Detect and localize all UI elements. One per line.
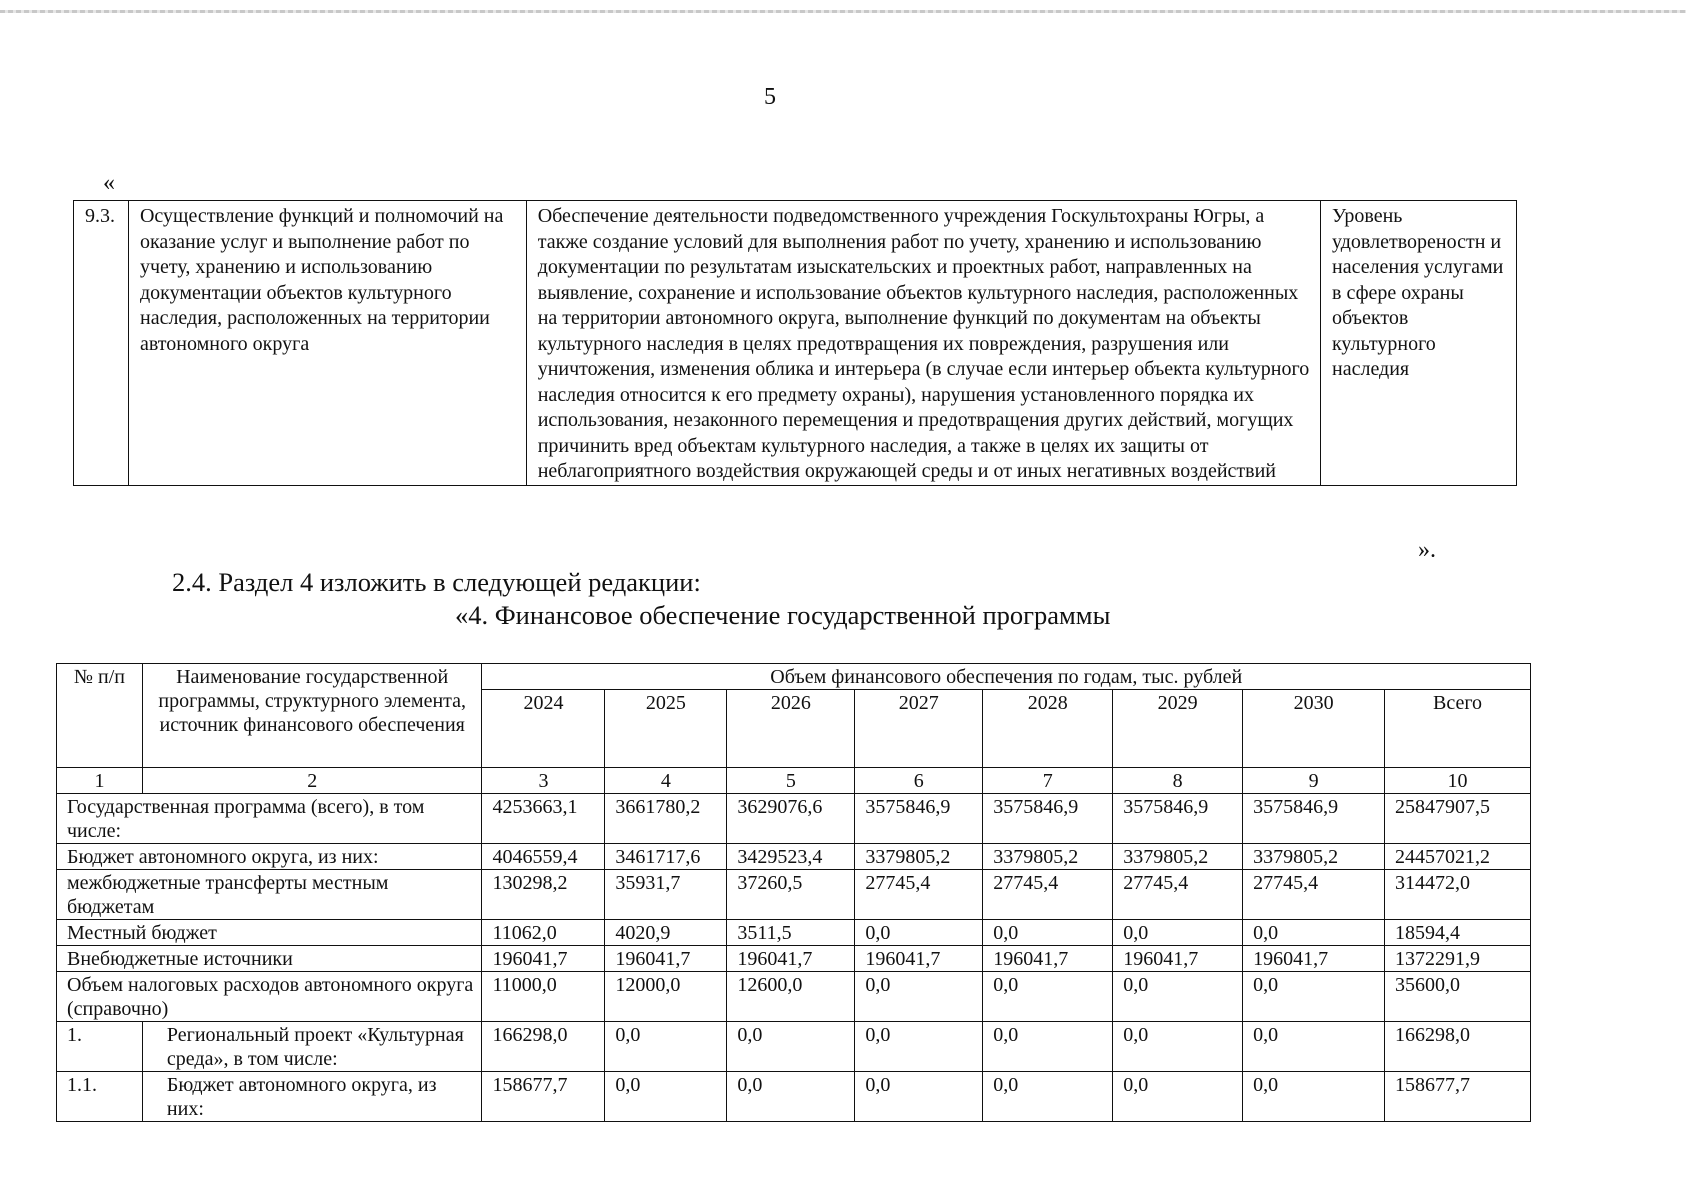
table-row — [57, 844, 1531, 870]
value-cell: 3511,5 — [727, 920, 855, 946]
value-cell: 0,0 — [605, 1022, 727, 1072]
value-cell: 0,0 — [1243, 920, 1385, 946]
col-number: 9 — [1243, 768, 1385, 794]
value-cell: 130298,2 — [482, 870, 605, 920]
value-cell: 4046559,4 — [482, 844, 605, 870]
value-cell: 0,0 — [855, 1022, 983, 1072]
table-row — [57, 1072, 1531, 1122]
year-header: 2029 — [1113, 690, 1243, 768]
col-number: 2 — [142, 768, 482, 794]
header-group: Объем финансового обеспечения по годам, тыс. рублей — [482, 664, 1531, 690]
value-cell: 11062,0 — [482, 920, 605, 946]
value-cell: 3379805,2 — [855, 844, 983, 870]
row-name: Объем налоговых расходов автономного округа (справочно) — [57, 972, 482, 1022]
value-cell: 166298,0 — [1385, 1022, 1531, 1072]
measures-table — [73, 200, 1517, 486]
column-numbers-row — [57, 768, 1531, 794]
value-cell: 1372291,9 — [1385, 946, 1531, 972]
value-cell: 0,0 — [855, 972, 983, 1022]
value-cell: 166298,0 — [482, 1022, 605, 1072]
row-name: Внебюджетные источники — [57, 946, 482, 972]
value-cell: 0,0 — [1113, 1022, 1243, 1072]
value-cell: 35931,7 — [605, 870, 727, 920]
value-cell: 3429523,4 — [727, 844, 855, 870]
scan-edge — [0, 10, 1686, 13]
col-number: 10 — [1385, 768, 1531, 794]
value-cell: 0,0 — [855, 1072, 983, 1122]
value-cell: 0,0 — [855, 920, 983, 946]
value-cell: 27745,4 — [1113, 870, 1243, 920]
row-number: 1.1. — [57, 1072, 143, 1122]
value-cell: 0,0 — [1113, 1072, 1243, 1122]
value-cell: 3575846,9 — [1243, 794, 1385, 844]
value-cell: 3379805,2 — [983, 844, 1113, 870]
value-cell: 27745,4 — [1243, 870, 1385, 920]
section-title: «4. Финансовое обеспечение государственной программы — [455, 600, 1111, 630]
year-header: 2024 — [482, 690, 605, 768]
col-number: 3 — [482, 768, 605, 794]
value-cell: 24457021,2 — [1385, 844, 1531, 870]
row-name: Государственная программа (всего), в том числе: — [57, 794, 482, 844]
table-row — [57, 946, 1531, 972]
value-cell: 12000,0 — [605, 972, 727, 1022]
measure-name: Осуществление функций и полномочий на оказание услуг и выполнение работ по учету, хранению и использованию документации объектов культурного наследия, расположенных на территории автономного округа — [128, 201, 526, 486]
value-cell: 3629076,6 — [727, 794, 855, 844]
value-cell: 3575846,9 — [1113, 794, 1243, 844]
year-header: 2026 — [727, 690, 855, 768]
year-header: 2030 — [1243, 690, 1385, 768]
header-row — [57, 664, 1531, 690]
value-cell: 0,0 — [1243, 972, 1385, 1022]
value-cell: 0,0 — [983, 1072, 1113, 1122]
measure-description: Обеспечение деятельности подведомственного учреждения Госкультохраны Югры, а также создание условий для выполнения работ по учету, хранению и использованию документации по результатам изыскательских и проектных работ, направленных на выявление, сохранение и использование объектов культурного наследия, расположенных на территории автономного округа, выполнение функций по документам на объекты культурного наследия в целях предотвращения их повреждения, разрушения или уничтожения, изменения облика и интерьера (в случае если интерьер объекта культурного наследия относится к его предмету охраны), нарушения установленного порядка их использования, незаконного перемещения и предотвращения других действий, могущих причинить вред объектам культурного наследия, а также в целях их защиты от неблагоприятного воздействия окружающей среды и от иных негативных воздействий — [526, 201, 1320, 486]
value-cell: 3461717,6 — [605, 844, 727, 870]
col-number: 6 — [855, 768, 983, 794]
row-name: Бюджет автономного округа, из них: — [57, 844, 482, 870]
value-cell: 18594,4 — [1385, 920, 1531, 946]
value-cell: 4020,9 — [605, 920, 727, 946]
value-cell: 0,0 — [983, 1022, 1113, 1072]
value-cell: 37260,5 — [727, 870, 855, 920]
row-name: Местный бюджет — [57, 920, 482, 946]
total-header: Всего — [1385, 690, 1531, 768]
header-name: Наименование государственной программы, структурного элемента, источник финансового обеспечения — [142, 664, 482, 768]
year-header: 2027 — [855, 690, 983, 768]
value-cell: 0,0 — [1243, 1022, 1385, 1072]
quote-open: « — [103, 170, 115, 196]
value-cell: 12600,0 — [727, 972, 855, 1022]
measure-indicator: Уровень удовлетвореностн и населения услугами в сфере охраны объектов культурного наследия — [1321, 201, 1517, 486]
header-num: № п/п — [57, 664, 143, 768]
value-cell: 0,0 — [605, 1072, 727, 1122]
value-cell: 196041,7 — [1243, 946, 1385, 972]
value-cell: 3575846,9 — [855, 794, 983, 844]
row-name: Региональный проект «Культурная среда», в том числе: — [142, 1022, 482, 1072]
value-cell: 27745,4 — [983, 870, 1113, 920]
row-number: 1. — [57, 1022, 143, 1072]
value-cell: 196041,7 — [605, 946, 727, 972]
table-row — [57, 1022, 1531, 1072]
col-number: 7 — [983, 768, 1113, 794]
value-cell: 3575846,9 — [983, 794, 1113, 844]
page-number: 5 — [764, 84, 776, 110]
col-number: 1 — [57, 768, 143, 794]
value-cell: 196041,7 — [727, 946, 855, 972]
row-name: межбюджетные трансферты местным бюджетам — [57, 870, 482, 920]
financing-table — [56, 663, 1531, 1122]
measure-number: 9.3. — [74, 201, 129, 486]
col-number: 4 — [605, 768, 727, 794]
year-header: 2025 — [605, 690, 727, 768]
value-cell: 0,0 — [1113, 920, 1243, 946]
value-cell: 0,0 — [983, 920, 1113, 946]
year-header: 2028 — [983, 690, 1113, 768]
value-cell: 0,0 — [727, 1022, 855, 1072]
value-cell: 314472,0 — [1385, 870, 1531, 920]
value-cell: 158677,7 — [1385, 1072, 1531, 1122]
value-cell: 0,0 — [1113, 972, 1243, 1022]
value-cell: 196041,7 — [1113, 946, 1243, 972]
value-cell: 196041,7 — [482, 946, 605, 972]
col-number: 5 — [727, 768, 855, 794]
table-row — [57, 870, 1531, 920]
value-cell: 3661780,2 — [605, 794, 727, 844]
value-cell: 3379805,2 — [1243, 844, 1385, 870]
value-cell: 196041,7 — [983, 946, 1113, 972]
value-cell: 11000,0 — [482, 972, 605, 1022]
value-cell: 196041,7 — [855, 946, 983, 972]
table-row — [57, 920, 1531, 946]
value-cell: 0,0 — [1243, 1072, 1385, 1122]
row-name: Бюджет автономного округа, из них: — [142, 1072, 482, 1122]
value-cell: 0,0 — [983, 972, 1113, 1022]
value-cell: 0,0 — [727, 1072, 855, 1122]
value-cell: 27745,4 — [855, 870, 983, 920]
value-cell: 3379805,2 — [1113, 844, 1243, 870]
value-cell: 4253663,1 — [482, 794, 605, 844]
table-row — [74, 201, 1517, 486]
value-cell: 158677,7 — [482, 1072, 605, 1122]
table-row — [57, 972, 1531, 1022]
value-cell: 25847907,5 — [1385, 794, 1531, 844]
col-number: 8 — [1113, 768, 1243, 794]
value-cell: 35600,0 — [1385, 972, 1531, 1022]
table-row — [57, 794, 1531, 844]
quote-close: ». — [1418, 537, 1436, 563]
section-instruction: 2.4. Раздел 4 изложить в следующей редакции: — [172, 567, 701, 597]
